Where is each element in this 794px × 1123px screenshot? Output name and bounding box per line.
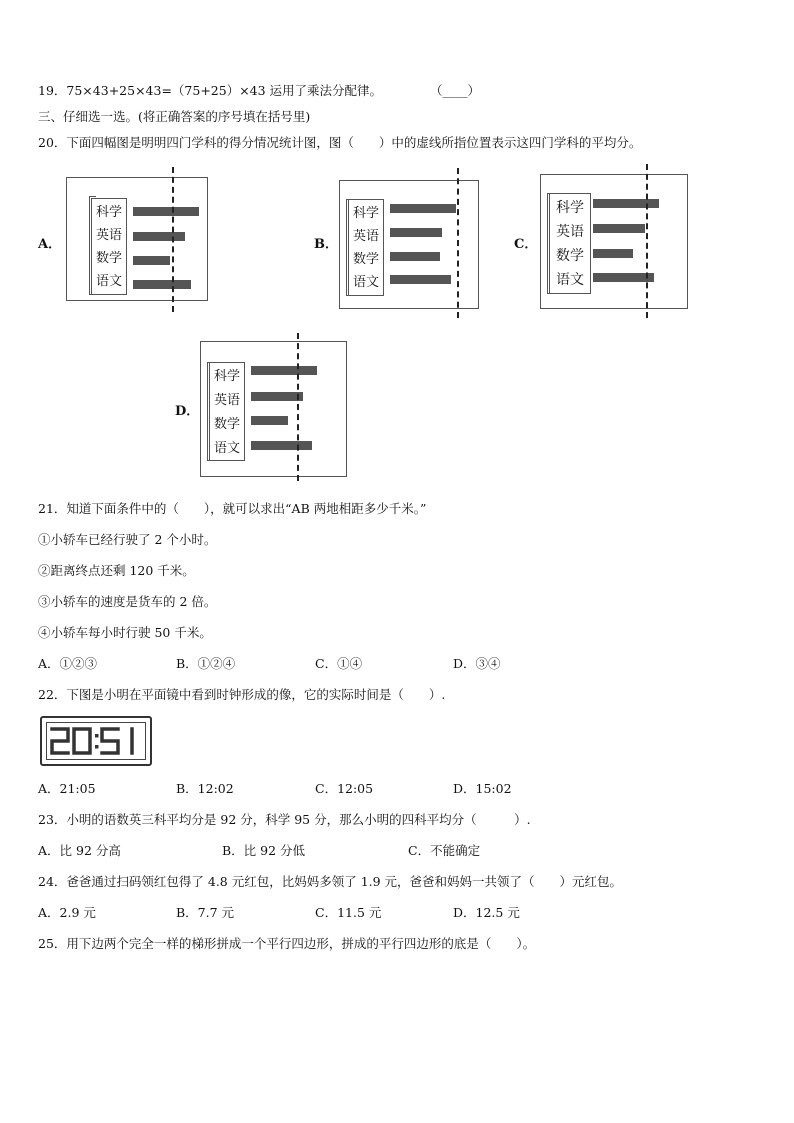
choice-c[interactable]: C．12:05 [315,781,374,796]
condition-item: ④小轿车每小时行驶 50 千米。 [38,625,212,640]
section-heading: 三、仔细选一选。(将正确答案的序号填在括号里) [38,109,311,124]
score-bar [390,204,456,213]
average-dashed-line [457,168,459,318]
score-bar [593,249,633,258]
average-dashed-line [172,167,174,312]
subject-label: 科学 [352,206,379,221]
subject-labels [348,199,384,296]
choice-b[interactable]: B．12:02 [176,781,234,796]
subject-label: 英语 [95,228,122,243]
bar-chart-c [540,174,688,309]
score-bar [593,224,645,233]
subject-label: 科学 [556,200,584,216]
question-24-text: 24．爸爸通过扫码领红包得了 4.8 元红包，比妈妈多领了 1.9 元，爸爸和妈妈一共领了（ ）元红包。 [38,874,623,889]
subject-label: 科学 [213,369,240,384]
subject-label: 语文 [95,274,122,289]
question-20-text: 20．下面四幅图是明明四门学科的得分情况统计图，图（ ）中的虚线所指位置表示这四门学科的平均分。 [38,135,642,150]
choice-a[interactable]: A．①②③ [38,656,98,671]
clock-digits-graphic [42,718,150,764]
option-label-a: A． [38,237,62,252]
subject-label: 数学 [95,251,122,266]
subject-label: 数学 [352,252,379,267]
subject-label: 语文 [213,441,240,456]
score-bar [593,199,659,208]
subject-label: 语文 [352,275,379,290]
choice-b[interactable]: B．①②④ [176,656,236,671]
score-bar [133,280,191,289]
choice-c[interactable]: C．①④ [315,656,363,671]
average-dashed-line [646,164,648,318]
subject-label: 数学 [213,417,240,432]
choice-d[interactable]: D．12.5 元 [453,905,520,920]
score-bar [133,207,199,216]
option-label-d: D． [175,404,200,419]
subject-label: 英语 [352,229,379,244]
score-bar [251,441,312,450]
bar-chart-a [66,177,208,301]
choice-b[interactable]: B．7.7 元 [176,905,235,920]
subject-labels [549,193,591,294]
choice-d[interactable]: D．15:02 [453,781,512,796]
choice-d[interactable]: D．③④ [453,656,501,671]
question-19-text: 19．75×43+25×43=（75+25）×43 运用了乘法分配律。 [38,83,383,98]
choice-c[interactable]: C．11.5 元 [315,905,382,920]
score-bar [390,228,442,237]
choice-b[interactable]: B．比 92 分低 [222,843,306,858]
subject-label: 科学 [95,205,122,220]
option-label-b: B． [314,237,338,252]
score-bar [133,232,185,241]
score-bar [251,392,303,401]
condition-item: ②距离终点还剩 120 千米。 [38,563,195,578]
digital-clock-mirror-image [40,716,152,766]
score-bar [133,256,170,265]
question-19 [38,82,480,100]
subject-label: 英语 [556,224,584,240]
question-23-text: 23．小明的语数英三科平均分是 92 分，科学 95 分，那么小明的四科平均分（ ）. [38,812,531,827]
choice-a[interactable]: A．21:05 [38,781,96,796]
bar-chart-d [200,341,347,477]
score-bar [390,275,451,284]
score-bar [390,252,440,261]
score-bar [251,366,317,375]
choice-c[interactable]: C．不能确定 [408,843,481,858]
subject-label: 英语 [213,393,240,408]
subject-labels [91,198,127,295]
option-label-c: C． [514,237,538,252]
score-bar [251,416,288,425]
answer-paren[interactable]: （____） [430,83,481,98]
condition-item: ①小轿车已经行驶了 2 个小时。 [38,532,217,547]
choice-a[interactable]: A．比 92 分高 [38,843,121,858]
condition-item: ③小轿车的速度是货车的 2 倍。 [38,594,217,609]
average-dashed-line [297,333,299,481]
question-25-text: 25．用下边两个完全一样的梯形拼成一个平行四边形，拼成的平行四边形的底是（ ）。 [38,936,536,951]
question-21-text: 21．知道下面条件中的（ ），就可以求出“AB 两地相距多少千米。” [38,501,427,516]
subject-label: 语文 [556,272,584,288]
subject-labels [209,362,245,461]
question-22-text: 22．下图是小明在平面镜中看到时钟形成的像，它的实际时间是（ ）. [38,687,446,702]
choice-a[interactable]: A．2.9 元 [38,905,96,920]
score-bar [593,273,654,282]
subject-label: 数学 [556,248,584,264]
